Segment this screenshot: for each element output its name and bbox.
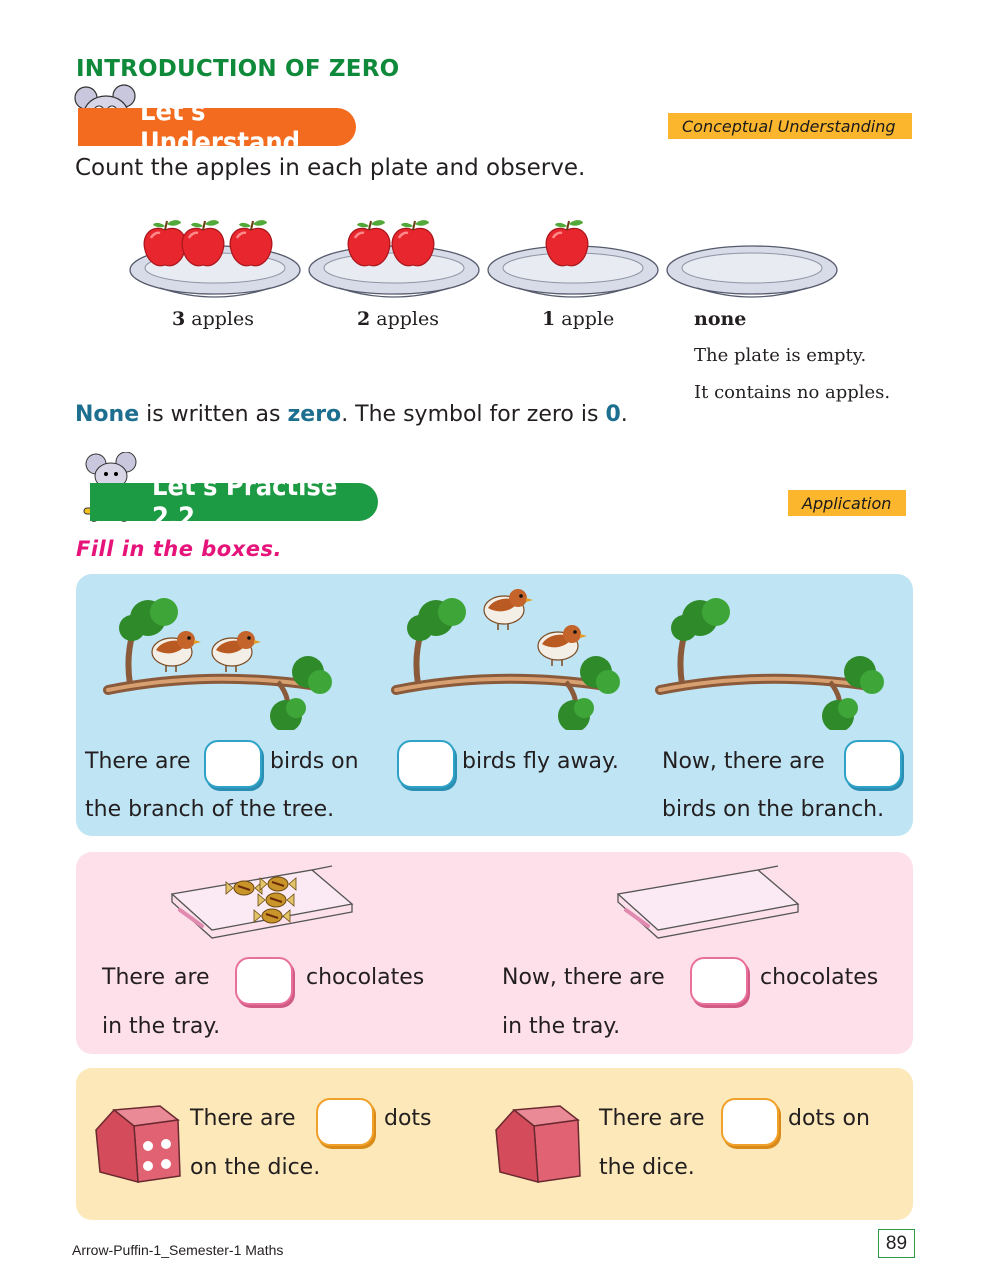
birds-remaining-box[interactable] — [844, 740, 902, 788]
choc-sentence-1a: There are — [102, 965, 210, 990]
page-heading: INTRODUCTION OF ZERO — [76, 56, 400, 82]
dice-with-dots-illustration — [92, 1102, 186, 1186]
plate-label-1: 3 apples — [172, 308, 255, 330]
dice-sentence-1b: dots — [384, 1106, 432, 1131]
dice-sentence-2a: There are — [599, 1106, 705, 1131]
empty-note-line-2: It contains no apples. — [694, 382, 891, 403]
choc-sentence-1c: in the tray. — [102, 1014, 221, 1039]
dice-without-dots-illustration — [492, 1102, 586, 1186]
empty-note-line-1: The plate is empty. — [694, 345, 867, 366]
fill-instruction: Fill in the boxes. — [76, 537, 282, 561]
zero-sentence: None is written as zero. The symbol for zero is 0. — [75, 402, 628, 427]
apple-plates-illustration — [125, 218, 845, 300]
birds-sentence-1a: There are — [85, 749, 191, 774]
dice-no-dots-box[interactable] — [721, 1098, 779, 1146]
practise-banner: Let's Practise 2.2 — [90, 483, 378, 521]
choc-sentence-2c: in the tray. — [502, 1014, 621, 1039]
birds-sentence-1c: the branch of the tree. — [85, 797, 335, 822]
choc-sentence-2b: chocolates — [760, 965, 879, 990]
choc-sentence-1b: chocolates — [306, 965, 425, 990]
birds-sentence-1b: birds on — [270, 749, 359, 774]
tray-with-chocolates-illustration — [158, 862, 358, 948]
birds-fly-away-box[interactable] — [397, 740, 455, 788]
plate-label-3: 1 apple — [542, 308, 615, 330]
birds-count-box[interactable] — [204, 740, 262, 788]
tree-branch-birds-flying-illustration — [388, 578, 648, 730]
birds-sentence-3b: birds on the branch. — [662, 797, 885, 822]
empty-tray-illustration — [604, 862, 804, 948]
page-number: 89 — [878, 1229, 915, 1258]
dice-sentence-1a: There are — [190, 1106, 296, 1131]
dice-sentence-2b: dots on — [788, 1106, 870, 1131]
plate-label-4: none — [694, 308, 747, 330]
plate-label-2: 2 apples — [357, 308, 440, 330]
conceptual-understanding-tag: Conceptual Understanding — [668, 113, 912, 139]
chocolates-count-box[interactable] — [235, 957, 293, 1005]
choc-sentence-2a: Now, there are — [502, 965, 665, 990]
footer-text: Arrow-Puffin-1_Semester-1 Maths — [72, 1242, 284, 1258]
application-tag: Application — [788, 490, 906, 516]
understand-banner: Let's Understand — [78, 108, 356, 146]
birds-sentence-2: birds fly away. — [462, 749, 619, 774]
birds-sentence-3a: Now, there are — [662, 749, 825, 774]
chocolates-remaining-box[interactable] — [690, 957, 748, 1005]
dice-sentence-1c: on the dice. — [190, 1155, 321, 1180]
dice-sentence-2c: the dice. — [599, 1155, 695, 1180]
tree-branch-empty-illustration — [652, 590, 902, 730]
dice-dots-box[interactable] — [316, 1098, 374, 1146]
tree-branch-two-birds-illustration — [100, 590, 350, 730]
instruction-text: Count the apples in each plate and observe. — [75, 155, 586, 181]
